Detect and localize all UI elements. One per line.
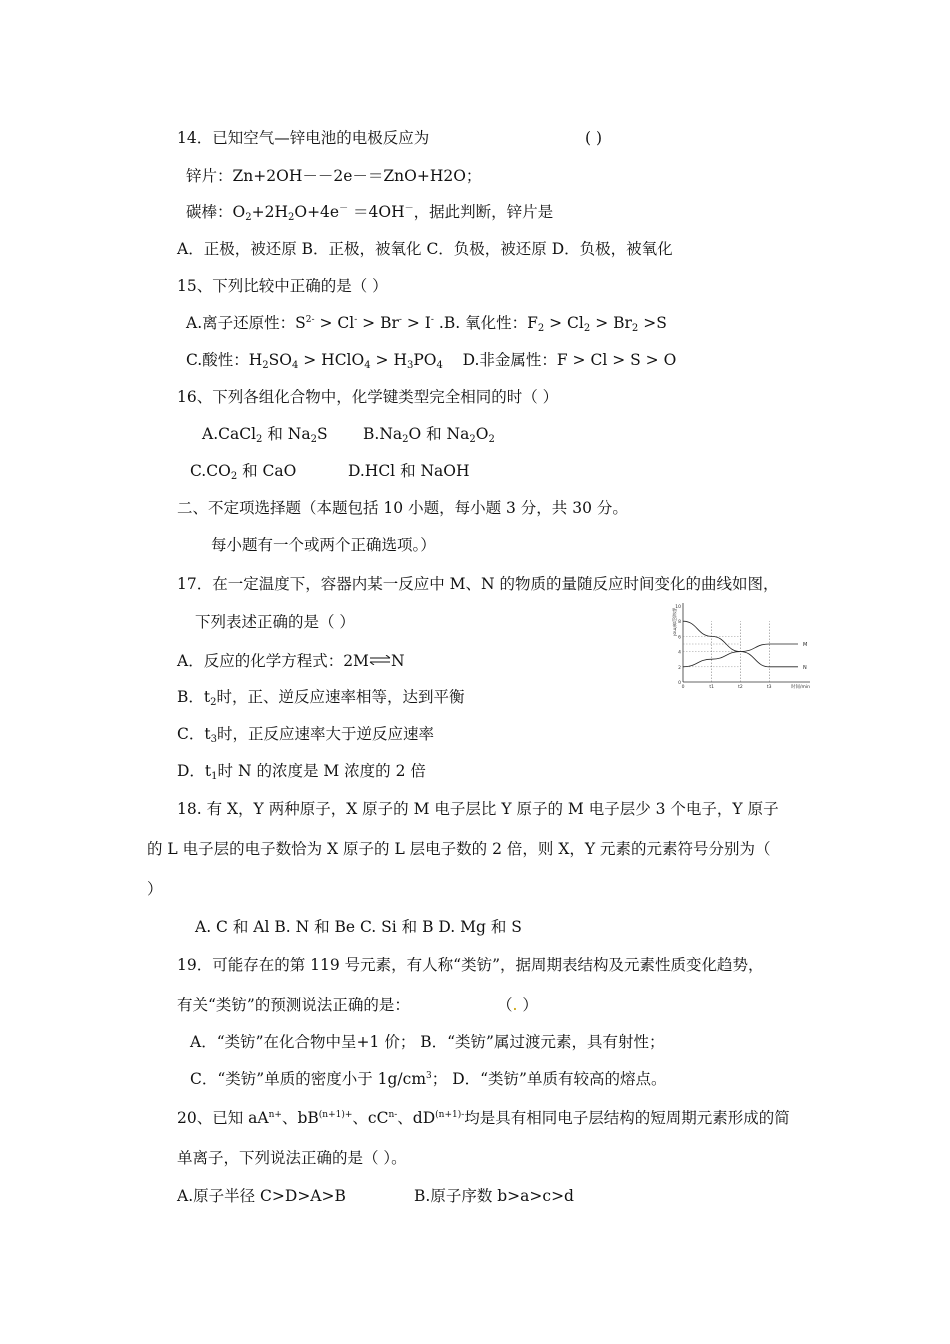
q17-a-text: A．反应的化学方程式：2M	[177, 652, 369, 670]
subscript: 2	[287, 212, 295, 223]
q20-part: 均是具有相同电子层结构的短周期元素形成的简	[464, 1109, 790, 1127]
q17-d-pre: D．t	[177, 762, 212, 780]
q16-b-part: B.Na	[363, 425, 403, 443]
q15-option-c-label: C.酸性：	[186, 351, 249, 369]
y-tick-label: 10	[675, 605, 681, 610]
x-tick-label: 0	[681, 685, 685, 690]
q14-options: A．正极，被还原 B．正极，被氧化 C．负极，被还原 D．负极，被氧化	[177, 240, 673, 258]
q15-options-ab: A.离子还原性：$S^{2-} > Cl^- > Br^- > I^-$ .B. 氧化性：$F_2 > Cl_2 > Br_2 >S$	[186, 314, 667, 334]
q19-paren	[497, 995, 538, 1015]
q16-a-part: A.CaCl	[202, 425, 257, 443]
q17-b-pre: B．t	[177, 688, 211, 706]
q20-option-b: B.原子序数 b>a>c>d	[414, 1187, 574, 1205]
q17-chart	[670, 600, 830, 692]
mark-dot: .	[512, 996, 518, 1014]
q14-carbon-line	[186, 202, 553, 222]
q19-line2	[177, 995, 410, 1015]
q18-line3: ）	[147, 880, 163, 898]
q17-a-tail: N	[390, 652, 405, 670]
y-tick-label: 4	[678, 650, 681, 656]
q16-c-part: C.CO	[190, 462, 231, 480]
q17-b-text: 时，正、逆反应速率相等，达到平衡	[216, 688, 465, 706]
equilibrium-arrow-icon	[369, 650, 391, 670]
y-tick-label: 6	[678, 635, 681, 641]
q16-a-part: S	[316, 425, 328, 443]
q17-stem2: 下列表述正确的是（ ）	[195, 613, 355, 631]
q16-b-part: O	[475, 425, 489, 443]
q14-carbon-eq-part: O	[232, 203, 246, 221]
q19-paren-open: （	[497, 996, 513, 1014]
q16-b-part: O 和 Na	[408, 425, 470, 443]
x-tick-label: t2	[738, 685, 743, 690]
y-tick-label: 0	[678, 681, 681, 686]
q16-option-d: D.HCl 和 NaOH	[348, 462, 470, 480]
q14-zinc-line	[186, 166, 481, 186]
q20-option-a: A.原子半径 C>D>A>B	[177, 1187, 346, 1205]
q17-stem: 17．在一定温度下，容器内某一反应中 M、N 的物质的量随反应时间变化的曲线如图，	[177, 575, 779, 593]
q14-carbon-eq-part: ＝4OH	[353, 203, 405, 221]
q17-option-d: D．$t_1$时 N 的浓度是 M 浓度的 2 倍	[177, 762, 426, 782]
q15-stem: 15、下列比较中正确的是（ ）	[177, 277, 388, 295]
q14-stem: 14．已知空气—锌电池的电极反应为	[177, 129, 430, 147]
q20-part: 、cC	[352, 1109, 389, 1127]
q20-line2: 单离子，下列说法正确的是（ ）。	[177, 1149, 407, 1167]
q18-line2: 的 L 电子层的电子数恰为 X 原子的 L 层电子数的 2 倍，则 X，Y 元素的元素符号分别为（	[147, 840, 771, 858]
q17-option-a	[177, 650, 405, 671]
superscript: －	[404, 204, 414, 214]
y-tick-label: 2	[678, 665, 681, 671]
x-tick-label: t1	[709, 685, 715, 690]
q17-option-b: B．$t_2$时，正、逆反应速率相等，达到平衡	[177, 688, 465, 708]
q18-options: A. C 和 Al B. N 和 Be C. Si 和 B D. Mg 和 S	[195, 918, 522, 936]
q20-part: 、dD	[397, 1109, 436, 1127]
q20-line1: 20、已知 $aA^{n+}$、$bB^{(n+1)+}$、$cC^{n-}$、$dD^{(n+1)-}$均是具有相同电子层结构的短周期元素形成的简	[177, 1109, 790, 1127]
q14-paren: ( )	[585, 129, 603, 147]
q19-options-ab: A．“类钫”在化合物中呈+1 价； B．“类钫”属过渡元素，具有射性；	[190, 1033, 665, 1051]
q19-line2-text: 有关“类钫”的预测说法正确的是：	[177, 996, 410, 1014]
section2-note: 每小题有一个或两个正确选项。）	[211, 536, 436, 554]
q16-stem: 16、下列各组化合物中，化学键类型完全相同的时（ ）	[177, 388, 559, 406]
q15-option-b-label: .B. 氧化性：	[438, 314, 528, 332]
y-tick-label: 8	[678, 620, 681, 626]
x-tick-label: t3	[766, 685, 772, 690]
q19-d-tail: ”单质有较高的熔点。	[519, 1070, 667, 1088]
q18-line1: 18. 有 X，Y 两种原子，X 原子的 M 电子层比 Y 原子的 M 电子层少 3 个电子，Y 原子	[177, 800, 779, 818]
q16-a-part: 和 Na	[262, 425, 311, 443]
q19-c-tail: ； D．“类钫	[431, 1070, 520, 1088]
q19-options-cd: C．“类钫”单质的密度小于 $1g/cm^3$； D．“类钫”单质有较高的熔点。	[190, 1070, 667, 1088]
q15-options-cd: C.酸性：$H_2SO_4$ > HClO$_4$ > $H_3PO_4$ D.非金属性：F > Cl > S > O	[186, 351, 677, 371]
q16-option-a: A.CaCl$_2$ 和 $Na_2S$	[202, 425, 328, 445]
q14-stem-line	[177, 128, 429, 148]
q14-zinc-label: 锌片：	[186, 167, 233, 185]
series-label-M: M	[803, 642, 808, 648]
q14-carbon-tail: ，据此判断，锌片是	[413, 203, 554, 221]
subscript: 2	[245, 212, 252, 223]
q19-line1: 19．可能存在的第 119 号元素，有人称“类钫”，据周期表结构及元素性质变化趋势，	[177, 956, 764, 974]
q17-c-text: 时，正反应速率大于逆反应速率	[216, 725, 434, 743]
q14-carbon-eq-part: O+4e	[294, 203, 340, 221]
q16-option-c: $C.CO_2$ 和 CaO	[190, 462, 297, 482]
superscript: －	[339, 204, 349, 214]
q14-zinc-equation: Zn+2OH－－2e－＝ZnO+H2O；	[232, 167, 482, 185]
q14-carbon-eq-part: +2H	[251, 203, 288, 221]
y-axis-label: 物质的量/mol	[671, 608, 677, 636]
q16-c-part: 和 CaO	[237, 462, 297, 480]
q14-carbon-label: 碳棒：	[186, 203, 233, 221]
q20-part: 、bB	[281, 1109, 319, 1127]
q15-option-a-label: A.离子还原性：	[186, 314, 296, 332]
q19-paren-close: ）	[517, 996, 538, 1014]
q15-option-d: D.非金属性：F > Cl > S > O	[462, 351, 677, 369]
q16-option-b: $B.Na_2O$ 和 $Na_2O_2$	[363, 425, 495, 445]
q17-option-c: C．$t_3$时，正反应速率大于逆反应速率	[177, 725, 434, 745]
q20-part: 20、已知 aA	[177, 1109, 269, 1127]
q17-d-text: 时 N 的浓度是 M 浓度的 2 倍	[217, 762, 426, 780]
q17-c-pre: C．t	[177, 725, 211, 743]
series-label-N: N	[803, 664, 807, 671]
q19-c-text: C．“类钫”单质的密度小于 1g/cm	[190, 1070, 427, 1088]
x-axis-label: 时间/min	[790, 685, 810, 690]
section2-title: 二、不定项选择题（本题包括 10 小题，每小题 3 分，共 30 分。	[177, 499, 628, 517]
